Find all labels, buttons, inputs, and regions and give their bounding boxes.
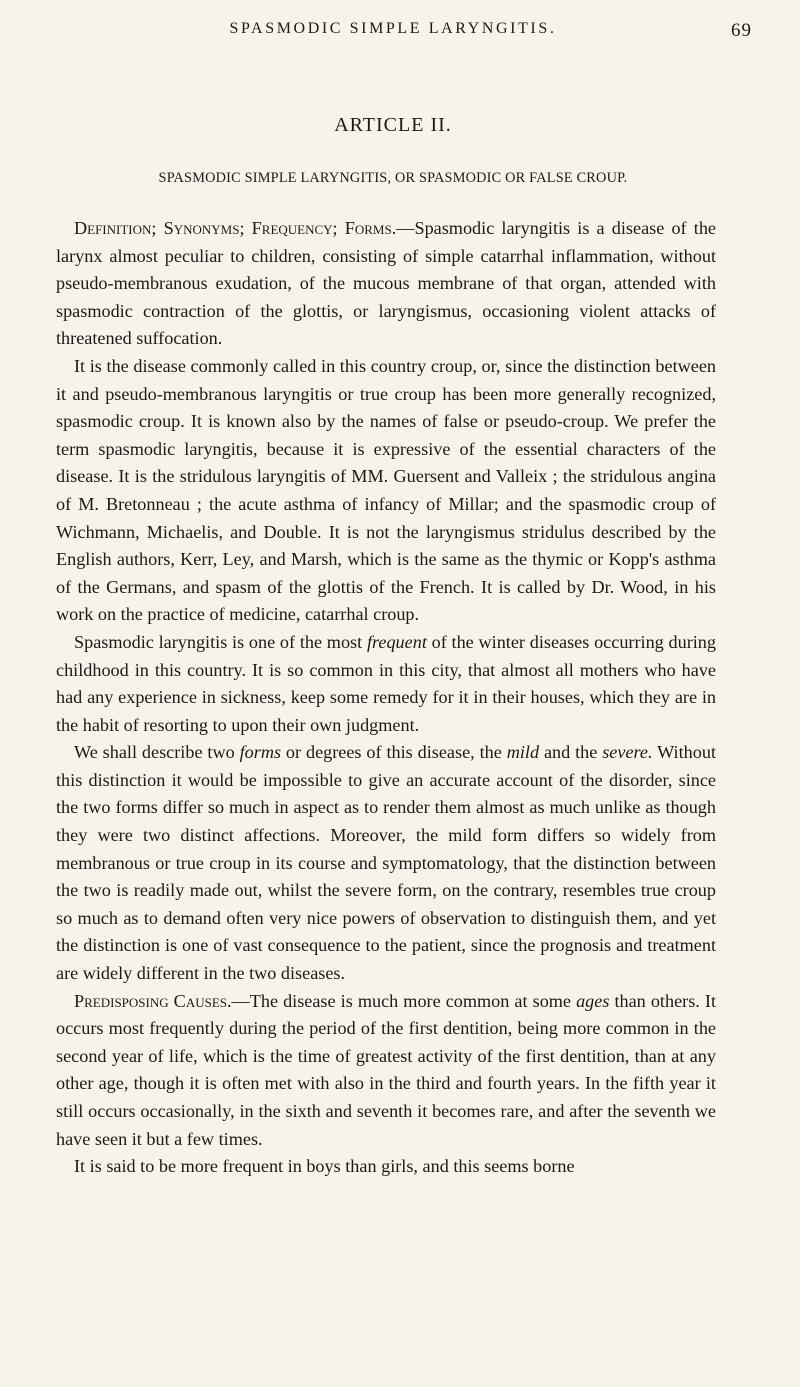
section-lead-definition: Definition; Synonyms; Frequency; Forms.	[74, 218, 397, 238]
paragraph-text: and the	[539, 742, 603, 763]
paragraph-frequency	[56, 629, 716, 739]
paragraph-predisposing-causes	[56, 988, 716, 1154]
emphasis-ages: ages	[576, 990, 610, 1011]
paragraph-text: or degrees of this disease, the	[281, 742, 507, 763]
section-lead-predisposing: Predisposing Causes.	[74, 990, 232, 1011]
article-heading: ARTICLE II.	[334, 114, 452, 136]
page-number: 69	[731, 20, 752, 41]
paragraph-text: We shall describe two	[74, 742, 240, 763]
emphasis-forms: forms	[239, 742, 282, 763]
paragraph-text: It is the disease commonly called in this country croup, or, since the distinction between it and pseudo-membranous laryngitis or true croup has been more generally recognized, spasmodic croup. It is known also by the names of false or pseudo-croup. We prefer the term spasmodic laryngitis, because it is expressive of the essential characters of the disease. It is the stridulous laryngitis of MM. Guersent and Valleix ; the stridulous angina of M. Bretonneau ; the acute asthma of infancy of Millar; and the spasmodic croup of Wichmann, Michaelis, and Double. It is not the laryngismus stridulus described by the English authors, Kerr, Ley, and Marsh, which is the same as the thymic or Kopp's asthma of the Germans, and spasm of the glottis of the French. It is called by Dr. Wood, in his work on the practice of medicine, catarrhal croup.	[56, 355, 716, 625]
paragraph-text: than others. It occurs most frequently during the period of the first dentition, being more common in the second year of life, which is the time of greatest activity of the first dentition, than at any other age, though it is often met with also in the third and fourth years. In the fifth year it still occurs occasionally, in the sixth and seventh it becomes rare, and after the seventh we have seen it but a few times.	[56, 990, 716, 1149]
emphasis-frequent: frequent	[366, 631, 427, 652]
emphasis-severe: severe.	[602, 742, 653, 763]
paragraph-text: It is said to be more frequent in boys than girls, and this seems borne	[74, 1156, 575, 1177]
paragraph-synonyms	[56, 353, 716, 629]
paragraph-forms	[56, 739, 716, 987]
paragraph-sex	[56, 1153, 716, 1181]
paragraph-text: —Spasmodic laryngitis is a disease of the larynx almost peculiar to children, consisting of simple catarrhal inflammation, without pseudo-membranous exudation, of the mucous membrane of that organ, attended with spasmodic contraction of the glottis, or laryngismus, occasioning violent attacks of threatened suffocation.	[56, 218, 716, 349]
running-title: SPASMODIC SIMPLE LARYNGITIS.	[229, 20, 557, 37]
article-body	[56, 215, 716, 1181]
paragraph-text: Spasmodic laryngitis is one of the most	[74, 631, 367, 652]
paragraph-text: Without this distinction it would be impossible to give an accurate account of the disorder, since the two forms differ so much in aspect as to render them almost as much unlike as though they were two distinct affections. Moreover, the mild form differs so widely from membranous or true croup in its course and symptomatology, that the distinction between the two is readily made out, whilst the severe form, on the contrary, resembles true croup so much as to demand often very nice powers of observation to distinguish them, and yet the distinction is one of vast consequence to the patient, since the prognosis and treatment are widely different in the two diseases.	[56, 742, 716, 984]
running-header	[56, 20, 752, 46]
paragraph-text: of the winter diseases occurring during childhood in this country. It is so common in this city, that almost all mothers who have had any experience in sickness, keep some remedy for it in their houses, which they are in the habit of resorting to upon their own judgment.	[56, 631, 716, 735]
emphasis-mild: mild	[506, 742, 540, 763]
paragraph-text: —The disease is much more common at some	[231, 990, 577, 1011]
article-subtitle: SPASMODIC SIMPLE LARYNGITIS, OR SPASMODIC OR FALSE CROUP.	[158, 170, 628, 186]
paragraph-definition	[56, 215, 716, 353]
